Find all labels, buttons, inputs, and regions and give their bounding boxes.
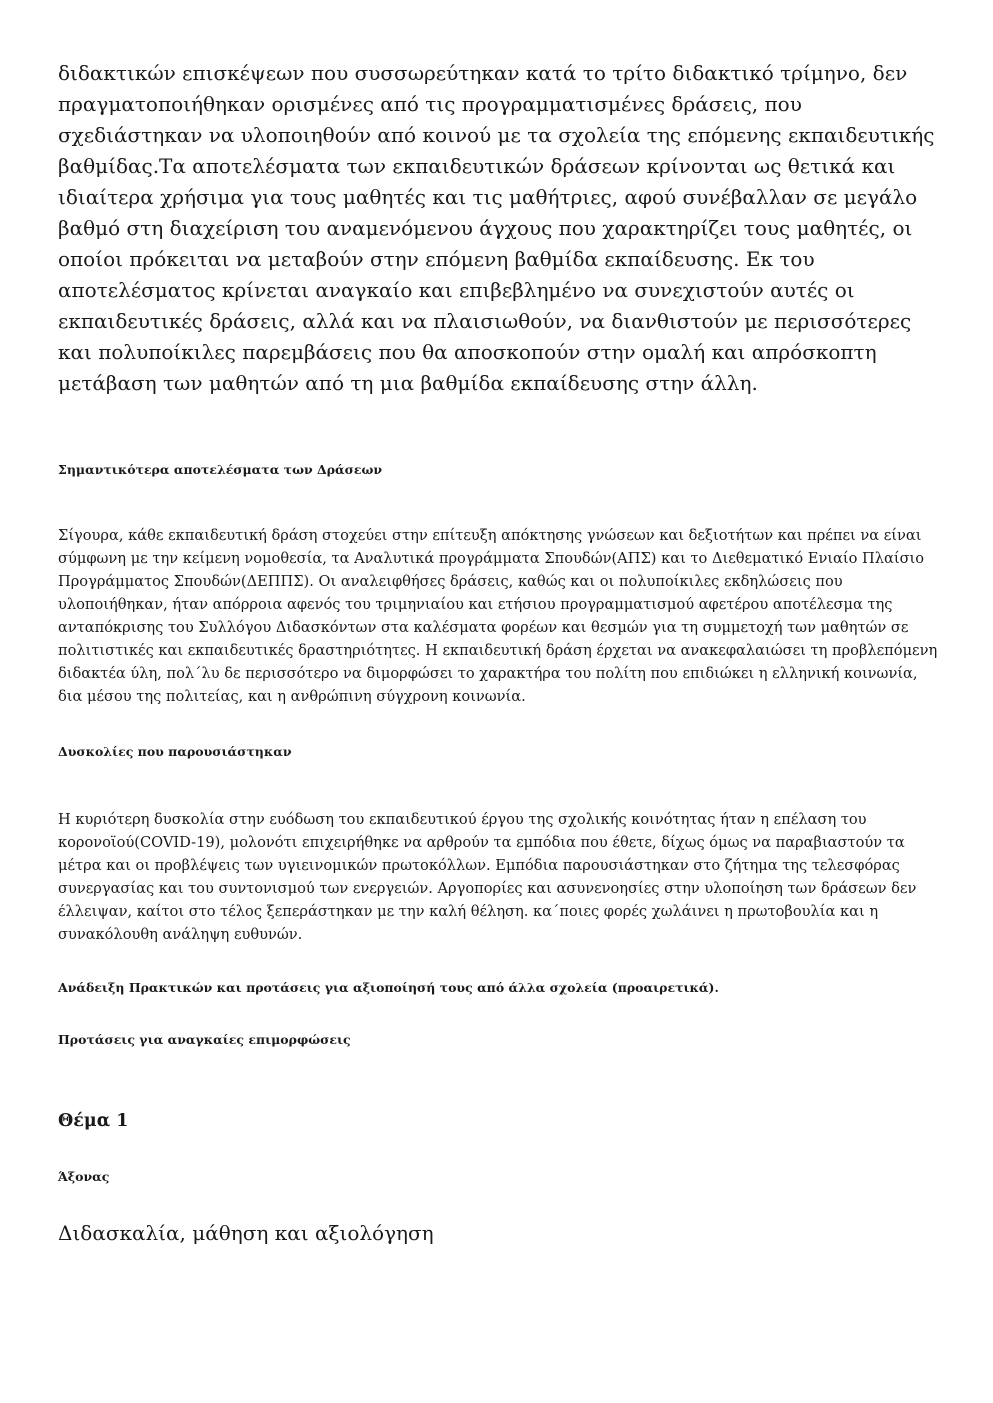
results-paragraph: Σίγουρα, κάθε εκπαιδευτική δράση στοχεύει στην επίτευξη απόκτησης γνώσεων και δεξιοτήτων και πρέπει να είναι σύμφωνη με την κείμενη νομοθεσία, τα Αναλυτικά προγράμματα Σπουδών(ΑΠΣ) και το Διεθεματικό Ενιαίο Πλαίσιο Προγράμματος Σπουδών(ΔΕΠΠΣ). Οι αναλειφθήσες δράσεις, καθώς και οι πολυποίκιλες εκδηλώσεις που υλοποιήθηκαν, ήταν απόρροια αφενός του τριμηνιαίου και ετήσιου προγραμματισμού αφετέρου αποτέλεσμα της ανταπόκρισης του Συλλόγου Διδασκόντων στα καλέσματα φορέων και θεσμών για τη συμμετοχή των μαθητών σε πολιτιστικές και εκπαιδευτικές δραστηριότητες. Η εκπαιδευτική δράση έρχεται να ανακεφαλαιώσει τη προβλεπόμενη διδακτέα ύλη, πολ΄λυ δε περισσότερο να διμορφώσει το χαρακτήρα του πολίτη που επιδιώκει η ελληνική κοινωνία, δια μέσου της πολιτείας, και η ανθρώπινη σύγχρονη κοινωνία. xyxy=(58,527,938,705)
results-heading: Σημαντικότερα αποτελέσματα των Δράσεων xyxy=(58,462,383,477)
practices-heading: Ανάδειξη Πρακτικών και προτάσεις για αξιοποίησή τους από άλλα σχολεία (προαιρετικά). xyxy=(58,980,719,995)
difficulties-paragraph: Η κυριότερη δυσκολία στην ευόδωση του εκπαιδευτικού έργου της σχολικής κοινότητας ήταν η επέλαση του κορονοϊού(COVID-19), μολονότι επιχειρήθηκε να αρθρούν τα εμπόδια που έθετε, δίχως όμως να παραβιαστούν τα μέτρα και οι προβλέψεις των υγιεινομικών πρωτοκόλλων. Εμπόδια παρουσιάστηκαν στο ζήτημα της τελεσφόρας συνεργασίας και του συντονισμού των ενεργειών. Αργοπορίες και ασυνενοησίες στην υλοποίηση των δράσεων δεν έλλειψαν, καίτοι στο τέλος ξεπεράστηκαν με την καλή θέληση. κα΄ποιες φορές χωλάινει η πρωτοβουλία και η συνακόλουθη ανάληψη ευθυνών. xyxy=(58,811,917,943)
training-heading: Προτάσεις για αναγκαίες επιμορφώσεις xyxy=(58,1032,351,1047)
axis-label: Άξονας xyxy=(58,1169,110,1184)
theme-title: Θέμα 1 xyxy=(58,1111,129,1131)
axis-value: Διδασκαλία, μάθηση και αξιολόγηση xyxy=(58,1221,434,1245)
difficulties-heading: Δυσκολίες που παρουσιάστηκαν xyxy=(58,744,292,759)
intro-paragraph: διδακτικών επισκέψεων που συσσωρεύτηκαν κατά το τρίτο διδακτικό τρίμηνο, δεν πραγματοποιήθηκαν ορισμένες από τις προγραμματισμένες δράσεις, που σχεδιάστηκαν να υλοποιηθούν από κοινού με τα σχολεία της επόμενης εκπαιδευτικής βαθμίδας.Τα αποτελέσματα των εκπαιδευτικών δράσεων κρίνονται ως θετικά και ιδιαίτερα χρήσιμα για τους μαθητές και τις μαθήτριες, αφού συνέβαλλαν σε μεγάλο βαθμό στη διαχείριση του αναμενόμενου άγχους που χαρακτηρίζει τους μαθητές, οι οποίοι πρόκειται να μεταβούν στην επόμενη βαθμίδα εκπαίδευσης. Εκ του αποτελέσματος κρίνεται αναγκαίο και επιβεβλημένο να συνεχιστούν αυτές οι εκπαιδευτικές δράσεις, αλλά και να πλαισιωθούν, να διανθιστούν με περισσότερες και πολυποίκιλες παρεμβάσεις που θα αποσκοπούν στην ομαλή και απρόσκοπτη μετάβαση των μαθητών από τη μια βαθμίδα εκπαίδευσης στην άλλη. xyxy=(58,61,935,395)
